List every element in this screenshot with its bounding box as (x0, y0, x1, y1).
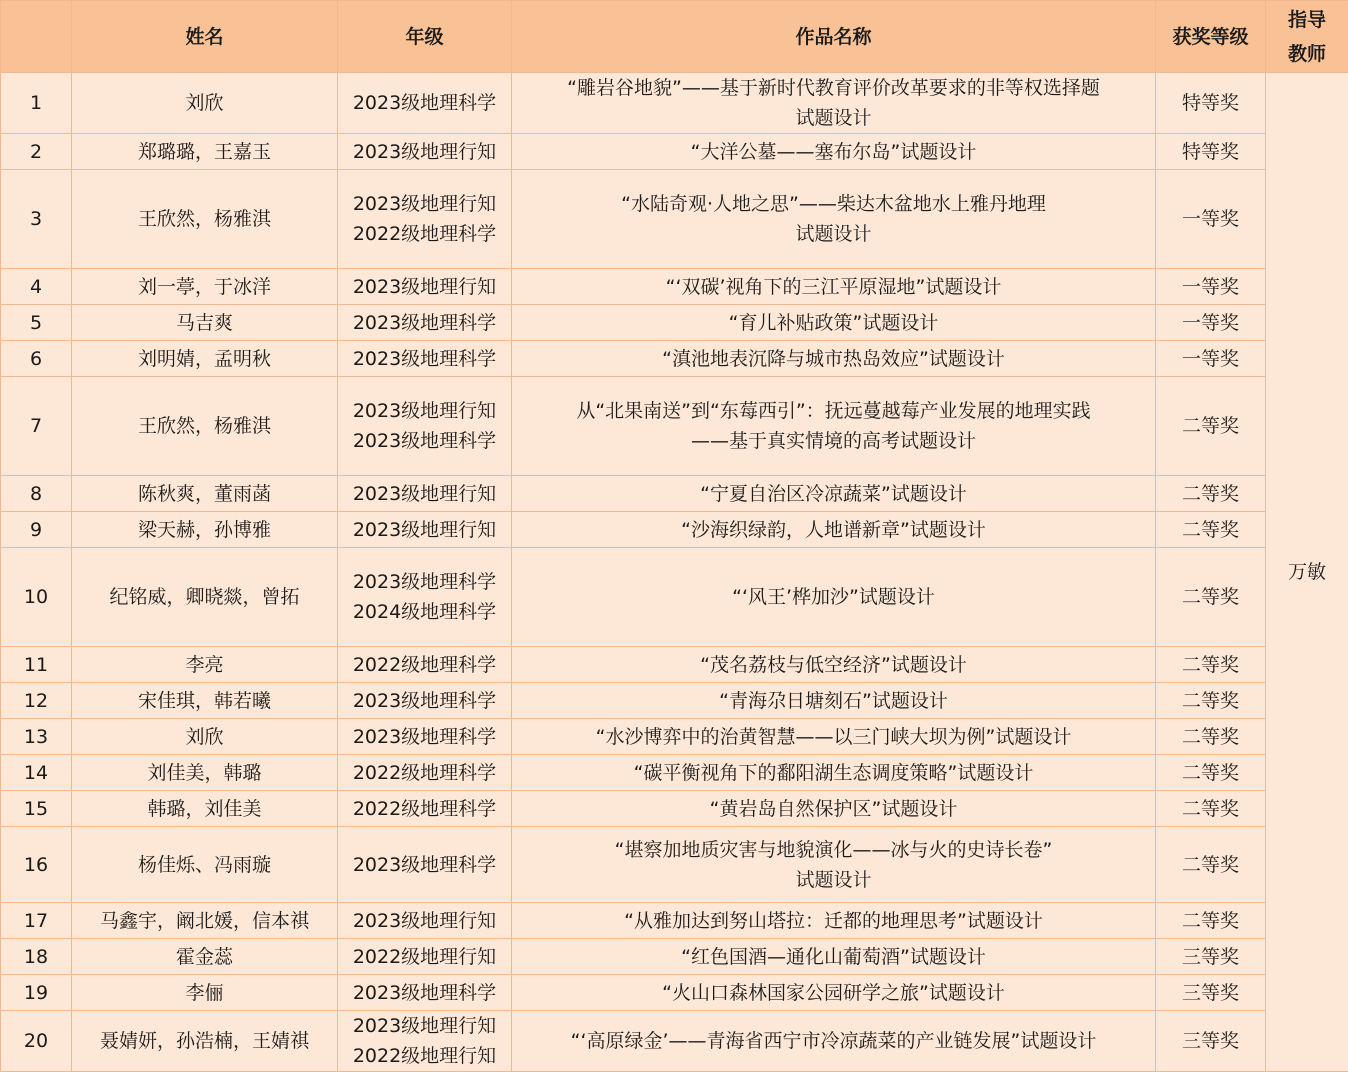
grade-cell (338, 305, 512, 341)
student-names-cell: 刘一葶，于冰洋 (72, 269, 338, 305)
table-row (1, 476, 1348, 512)
grade-cell (338, 548, 512, 647)
row-number-cell: 4 (1, 269, 72, 305)
work-title-line: ——基于真实情境的高考试题设计 (690, 430, 976, 452)
grade-line: 2022级地理行知 (352, 945, 497, 968)
award-level-cell: 特等奖 (1156, 134, 1266, 170)
award-level-cell: 二等奖 (1156, 719, 1266, 755)
student-names-cell: 王欣然，杨雅淇 (72, 170, 338, 269)
grade-line: 2023级地理行知 (352, 1015, 497, 1037)
award-header: 获奖等级 (1156, 1, 1266, 73)
grade-cell (338, 73, 512, 134)
work-title-line: 试题设计 (795, 868, 872, 891)
teacher-header (1266, 1, 1348, 73)
award-level-cell: 三等奖 (1156, 975, 1266, 1011)
grade-line: 2023级地理行知 (352, 518, 497, 541)
table-row (1, 73, 1348, 134)
work-title-line: “宁夏自治区冷凉蔬菜”试题设计 (700, 482, 967, 505)
table-body (1, 73, 1348, 1072)
table-row (1, 305, 1348, 341)
work-title-cell (512, 683, 1156, 719)
grade-line: 2022级地理行知 (352, 1045, 497, 1067)
student-names-cell: 宋佳琪，韩若曦 (72, 683, 338, 719)
grade-line: 2024级地理科学 (352, 601, 497, 623)
row-number-cell: 7 (1, 377, 72, 476)
student-names-cell: 李亮 (72, 647, 338, 683)
award-level-cell: 二等奖 (1156, 476, 1266, 512)
row-number-cell: 11 (1, 647, 72, 683)
work-title-line: “碳平衡视角下的鄱阳湖生态调度策略”试题设计 (633, 761, 1034, 784)
work-title-line: “红色国酒—通化山葡萄酒”试题设计 (681, 945, 986, 968)
work-title-cell (512, 341, 1156, 377)
award-level-cell: 二等奖 (1156, 377, 1266, 476)
teacher-cell: 万敏 (1266, 73, 1348, 1072)
student-names-cell: 刘欣 (72, 73, 338, 134)
work-title-line: “育儿补贴政策”试题设计 (728, 311, 939, 334)
row-number-cell: 3 (1, 170, 72, 269)
award-level-cell: 二等奖 (1156, 827, 1266, 903)
table-row (1, 647, 1348, 683)
grade-cell (338, 269, 512, 305)
student-names-cell: 马吉爽 (72, 305, 338, 341)
grade-line: 2023级地理科学 (352, 725, 497, 748)
grade-cell (338, 476, 512, 512)
table-row (1, 1011, 1348, 1072)
row-number-cell: 13 (1, 719, 72, 755)
table-row (1, 827, 1348, 903)
grade-line: 2023级地理科学 (352, 92, 497, 114)
student-names-cell: 梁天赫，孙博雅 (72, 512, 338, 548)
student-names-cell: 李俪 (72, 975, 338, 1011)
grade-header: 年级 (338, 1, 512, 73)
row-number-cell: 19 (1, 975, 72, 1011)
work-title-cell (512, 377, 1156, 476)
award-level-cell: 三等奖 (1156, 1011, 1266, 1072)
student-names-cell: 刘明婧，孟明秋 (72, 341, 338, 377)
work-title-cell (512, 73, 1156, 134)
row-number-cell: 10 (1, 548, 72, 647)
row-number-cell: 9 (1, 512, 72, 548)
row-number-cell: 17 (1, 903, 72, 939)
grade-line: 2023级地理科学 (352, 981, 497, 1004)
student-names-cell: 杨佳烁、冯雨璇 (72, 827, 338, 903)
work-title-cell (512, 791, 1156, 827)
award-level-cell: 特等奖 (1156, 73, 1266, 134)
award-level-cell: 二等奖 (1156, 548, 1266, 647)
work-title-cell (512, 512, 1156, 548)
grade-cell (338, 791, 512, 827)
grade-line: 2023级地理行知 (352, 140, 497, 163)
work-title-line: “青海尕日塘刻石”试题设计 (719, 689, 948, 712)
work-title-cell (512, 975, 1156, 1011)
table-row (1, 134, 1348, 170)
grade-cell (338, 827, 512, 903)
award-level-cell: 二等奖 (1156, 791, 1266, 827)
row-number-cell: 2 (1, 134, 72, 170)
award-level-cell: 三等奖 (1156, 939, 1266, 975)
teacher-header-line2: 教师 (1287, 42, 1326, 65)
grade-cell (338, 341, 512, 377)
grade-line: 2022级地理科学 (352, 761, 497, 784)
work-title-line: “沙海织绿韵，人地谱新章”试题设计 (681, 518, 986, 541)
work-title-cell (512, 305, 1156, 341)
grade-line: 2023级地理科学 (352, 311, 497, 334)
grade-line: 2023级地理科学 (352, 571, 497, 593)
grade-line: 2023级地理行知 (352, 400, 497, 422)
work-title-cell (512, 903, 1156, 939)
table-row (1, 791, 1348, 827)
table-row (1, 903, 1348, 939)
award-level-cell: 二等奖 (1156, 903, 1266, 939)
grade-cell (338, 512, 512, 548)
grade-line: 2023级地理科学 (352, 853, 497, 876)
award-level-cell: 一等奖 (1156, 305, 1266, 341)
work-title-cell (512, 170, 1156, 269)
student-names-cell: 聂婧妍，孙浩楠，王婧祺 (72, 1011, 338, 1072)
award-level-cell: 二等奖 (1156, 647, 1266, 683)
table-row (1, 683, 1348, 719)
student-names-cell: 郑璐璐，王嘉玉 (72, 134, 338, 170)
header-row (1, 1, 1348, 73)
work-title-line: 试题设计 (795, 107, 872, 129)
student-names-cell: 马鑫宇，阚北媛，信本祺 (72, 903, 338, 939)
work-title-line: “雕岩谷地貌”——基于新时代教育评价改革要求的非等权选择题 (567, 77, 1100, 99)
work-title-cell (512, 134, 1156, 170)
award-level-cell: 二等奖 (1156, 755, 1266, 791)
index-header (1, 1, 72, 73)
table-row (1, 512, 1348, 548)
grade-cell (338, 903, 512, 939)
student-names-cell: 王欣然，杨雅淇 (72, 377, 338, 476)
work-title-cell (512, 647, 1156, 683)
work-title-line: “黄岩岛自然保护区”试题设计 (709, 797, 958, 820)
work-title-line: “‘高原绿金’——青海省西宁市冷凉蔬菜的产业链发展”试题设计 (570, 1030, 1097, 1052)
work-title-line: “‘双碳’视角下的三江平原湿地”试题设计 (665, 275, 1002, 298)
grade-cell (338, 755, 512, 791)
student-names-cell: 陈秋爽，董雨菡 (72, 476, 338, 512)
row-number-cell: 6 (1, 341, 72, 377)
table-row (1, 975, 1348, 1011)
grade-line: 2023级地理行知 (352, 482, 497, 505)
row-number-cell: 18 (1, 939, 72, 975)
table-row (1, 755, 1348, 791)
grade-cell (338, 170, 512, 269)
student-names-cell: 纪铭威，卿晓燚，曾拓 (72, 548, 338, 647)
grade-line: 2023级地理科学 (352, 347, 497, 370)
work-title-cell (512, 1011, 1156, 1072)
grade-cell (338, 377, 512, 476)
student-names-cell: 霍金蕊 (72, 939, 338, 975)
award-level-cell: 一等奖 (1156, 341, 1266, 377)
student-names-cell: 韩璐，刘佳美 (72, 791, 338, 827)
row-number-cell: 8 (1, 476, 72, 512)
row-number-cell: 15 (1, 791, 72, 827)
grade-line: 2023级地理行知 (352, 275, 497, 298)
work-title-cell (512, 548, 1156, 647)
work-title-line: “堪察加地质灾害与地貌演化——冰与火的史诗长卷” (614, 838, 1053, 861)
work-title-cell (512, 719, 1156, 755)
table-row (1, 170, 1348, 269)
work-title-cell (512, 827, 1156, 903)
grade-cell (338, 975, 512, 1011)
grade-cell (338, 939, 512, 975)
grade-line: 2022级地理科学 (352, 223, 497, 245)
grade-line: 2023级地理科学 (352, 689, 497, 712)
award-level-cell: 一等奖 (1156, 170, 1266, 269)
work-title-line: “大洋公墓——塞布尔岛”试题设计 (690, 140, 977, 163)
work-title-line: “‘风王’桦加沙”试题设计 (732, 586, 935, 608)
grade-cell (338, 134, 512, 170)
work-title-line: “滇池地表沉降与城市热岛效应”试题设计 (662, 347, 1005, 370)
award-level-cell: 一等奖 (1156, 269, 1266, 305)
work-title-cell (512, 939, 1156, 975)
work-title-line: “水陆奇观·人地之思”——柴达木盆地水上雅丹地理 (621, 193, 1046, 215)
table-row (1, 939, 1348, 975)
grade-line: 2022级地理科学 (352, 797, 497, 820)
grade-cell (338, 1011, 512, 1072)
grade-cell (338, 719, 512, 755)
row-number-cell: 12 (1, 683, 72, 719)
table-row (1, 269, 1348, 305)
work-header: 作品名称 (512, 1, 1156, 73)
table-row (1, 341, 1348, 377)
work-title-line: “从雅加达到努山塔拉：迁都的地理思考”试题设计 (624, 909, 1043, 932)
teacher-header-line1: 指导 (1287, 8, 1326, 31)
row-number-cell: 20 (1, 1011, 72, 1072)
grade-line: 2022级地理科学 (352, 653, 497, 676)
award-level-cell: 二等奖 (1156, 512, 1266, 548)
grade-line: 2023级地理行知 (352, 909, 497, 932)
work-title-line: 从“北果南送”到“东莓西引”：抚远蔓越莓产业发展的地理实践 (576, 400, 1091, 422)
grade-line: 2023级地理科学 (352, 430, 497, 452)
table-row (1, 548, 1348, 647)
grade-cell (338, 647, 512, 683)
work-title-cell (512, 476, 1156, 512)
row-number-cell: 14 (1, 755, 72, 791)
table-row (1, 377, 1348, 476)
work-title-line: “水沙博弈中的治黄智慧——以三门峡大坝为例”试题设计 (595, 725, 1072, 748)
work-title-line: “茂名荔枝与低空经济”试题设计 (700, 653, 967, 676)
row-number-cell: 16 (1, 827, 72, 903)
student-names-cell: 刘佳美，韩璐 (72, 755, 338, 791)
work-title-line: “火山口森林国家公园研学之旅”试题设计 (662, 981, 1005, 1004)
work-title-cell (512, 269, 1156, 305)
row-number-cell: 5 (1, 305, 72, 341)
name-header: 姓名 (72, 1, 338, 73)
row-number-cell: 1 (1, 73, 72, 134)
table-row (1, 719, 1348, 755)
grade-line: 2023级地理行知 (352, 193, 497, 215)
work-title-line: 试题设计 (795, 223, 872, 245)
student-names-cell: 刘欣 (72, 719, 338, 755)
grade-cell (338, 683, 512, 719)
award-level-cell: 二等奖 (1156, 683, 1266, 719)
work-title-cell (512, 755, 1156, 791)
